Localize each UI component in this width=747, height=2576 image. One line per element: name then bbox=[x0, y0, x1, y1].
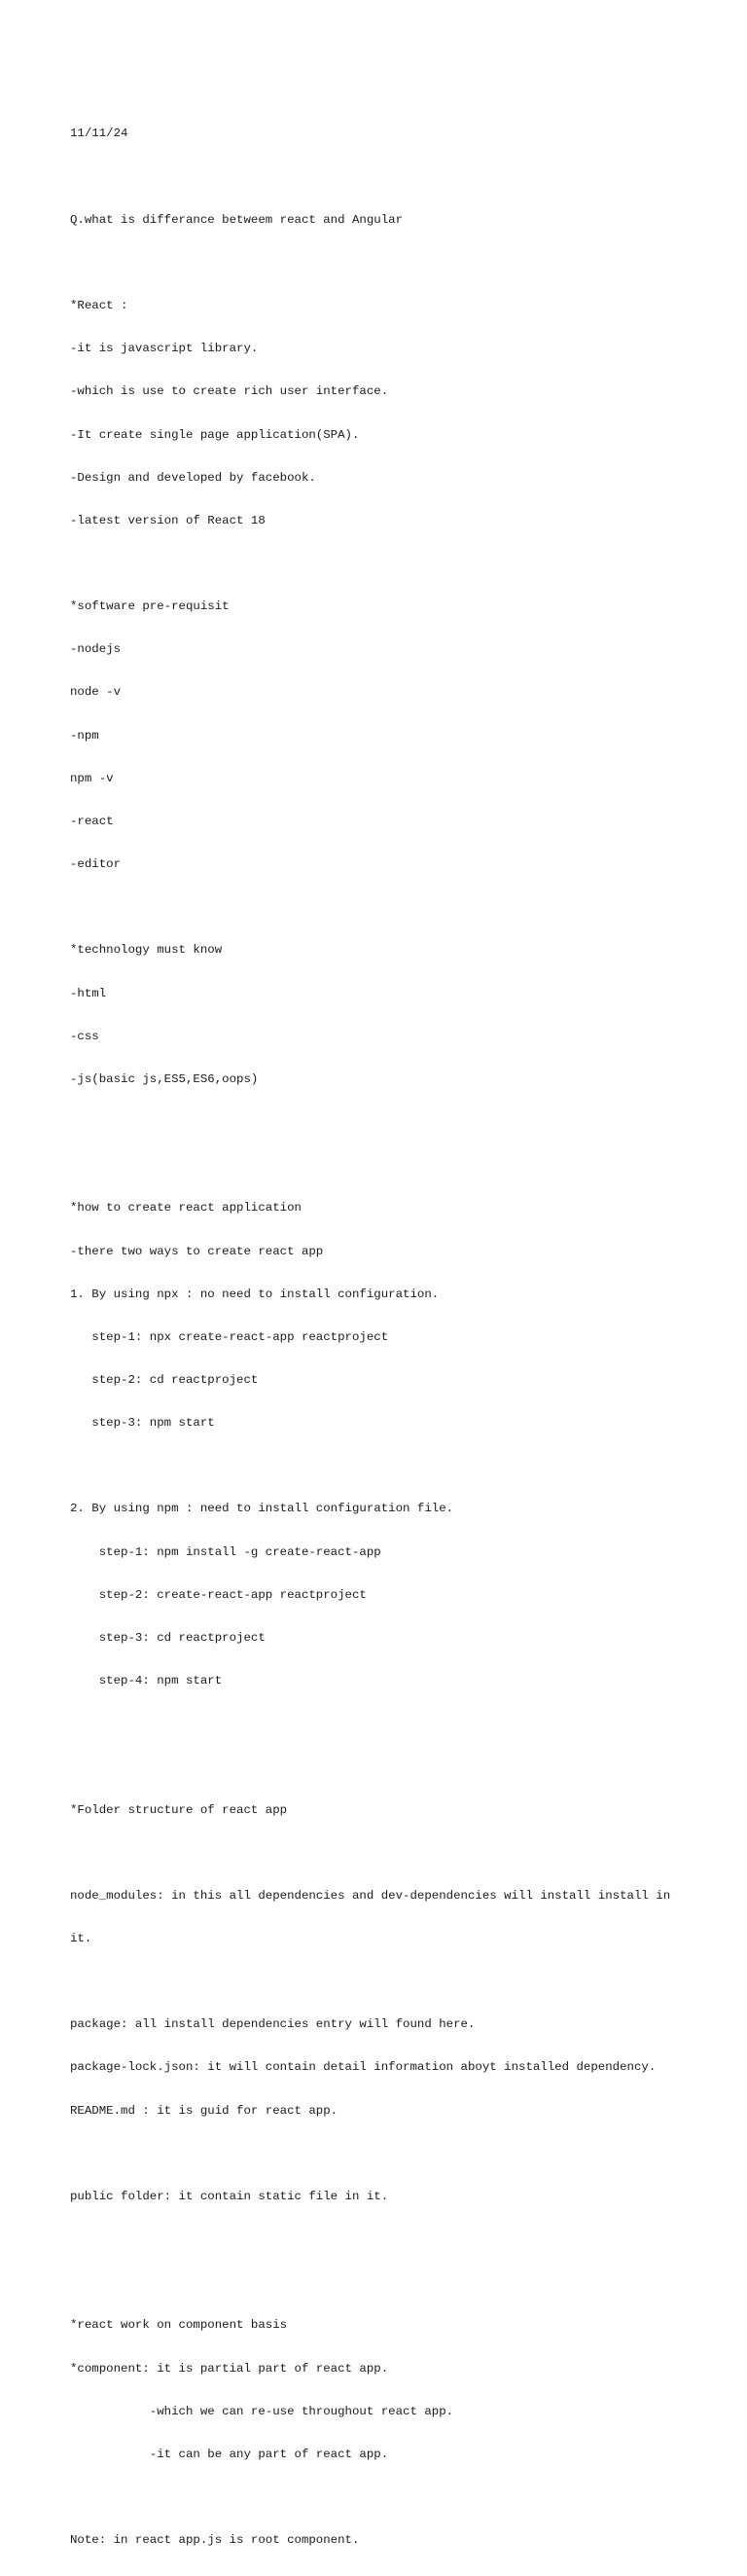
component-basis-heading: *react work on component basis bbox=[70, 2318, 288, 2333]
text-line: package: all install dependencies entry will found here. bbox=[70, 2017, 476, 2032]
step-line: step-4: npm start bbox=[70, 1674, 223, 1688]
document-date: 11/11/24 bbox=[70, 127, 128, 141]
document-body bbox=[70, 98, 693, 2576]
blank-line bbox=[70, 1975, 693, 1989]
text-line: npm -v bbox=[70, 771, 114, 785]
blank-line bbox=[70, 1459, 693, 1473]
text-line: -It create single page application(SPA). bbox=[70, 427, 360, 442]
text-line: -npm bbox=[70, 728, 99, 743]
note-line: Note: in react app.js is root component. bbox=[70, 2533, 360, 2548]
blank-line bbox=[70, 557, 693, 571]
text-line: -which is use to create rich user interface. bbox=[70, 384, 389, 399]
text-line: -html bbox=[70, 986, 107, 1000]
text-line: 2. By using npm : need to install configuration file. bbox=[70, 1502, 454, 1516]
text-line: public folder: it contain static file in it. bbox=[70, 2189, 389, 2203]
blank-line bbox=[70, 170, 693, 185]
blank-line bbox=[70, 1717, 693, 1731]
text-line: node_modules: in this all dependencies and dev-dependencies will install install in bbox=[70, 1888, 671, 1903]
blank-line bbox=[70, 2147, 693, 2161]
step-line: step-2: cd reactproject bbox=[70, 1372, 259, 1387]
blank-line bbox=[70, 256, 693, 271]
blank-line bbox=[70, 2232, 693, 2247]
blank-line bbox=[70, 1115, 693, 1130]
text-line: -js(basic js,ES5,ES6,oops) bbox=[70, 1071, 259, 1086]
step-line: step-3: cd reactproject bbox=[70, 1630, 266, 1645]
folder-structure-heading: *Folder structure of react app bbox=[70, 1802, 288, 1817]
text-line: -it is javascript library. bbox=[70, 342, 259, 356]
text-line: -latest version of React 18 bbox=[70, 513, 266, 527]
text-line: package-lock.json: it will contain detail information aboyt installed dependency. bbox=[70, 2060, 657, 2075]
text-line: it. bbox=[70, 1932, 92, 1945]
text-line: -Design and developed by facebook. bbox=[70, 470, 316, 485]
blank-line bbox=[70, 1846, 693, 1861]
step-line: step-2: create-react-app reactproject bbox=[70, 1587, 367, 1602]
technology-heading: *technology must know bbox=[70, 943, 223, 958]
text-line: node -v bbox=[70, 685, 122, 700]
text-line: -editor bbox=[70, 857, 122, 872]
blank-line bbox=[70, 2275, 693, 2290]
blank-line bbox=[70, 1760, 693, 1774]
text-line: -react bbox=[70, 814, 114, 828]
text-line: *component: it is partial part of react app. bbox=[70, 2361, 389, 2376]
question-heading: Q.what is differance betweem react and Angular bbox=[70, 212, 404, 227]
blank-line bbox=[70, 1158, 693, 1173]
step-line: step-3: npm start bbox=[70, 1416, 215, 1431]
text-line: -it can be any part of react app. bbox=[70, 2447, 389, 2461]
text-line: -css bbox=[70, 1029, 99, 1043]
step-line: step-1: npx create-react-app reactproject bbox=[70, 1329, 389, 1344]
create-app-heading: *how to create react application bbox=[70, 1201, 302, 1215]
text-line: README.md : it is guid for react app. bbox=[70, 2103, 338, 2118]
blank-line bbox=[70, 900, 693, 915]
prerequisite-heading: *software pre-requisit bbox=[70, 599, 230, 614]
text-line: -which we can re-use throughout react app. bbox=[70, 2404, 454, 2418]
step-line: step-1: npm install -g create-react-app bbox=[70, 1544, 381, 1559]
text-line: -there two ways to create react app bbox=[70, 1244, 324, 1258]
blank-line bbox=[70, 2490, 693, 2505]
text-line: 1. By using npx : no need to install configuration. bbox=[70, 1287, 440, 1301]
react-section-heading: *React : bbox=[70, 299, 128, 313]
text-line: -nodejs bbox=[70, 642, 122, 657]
